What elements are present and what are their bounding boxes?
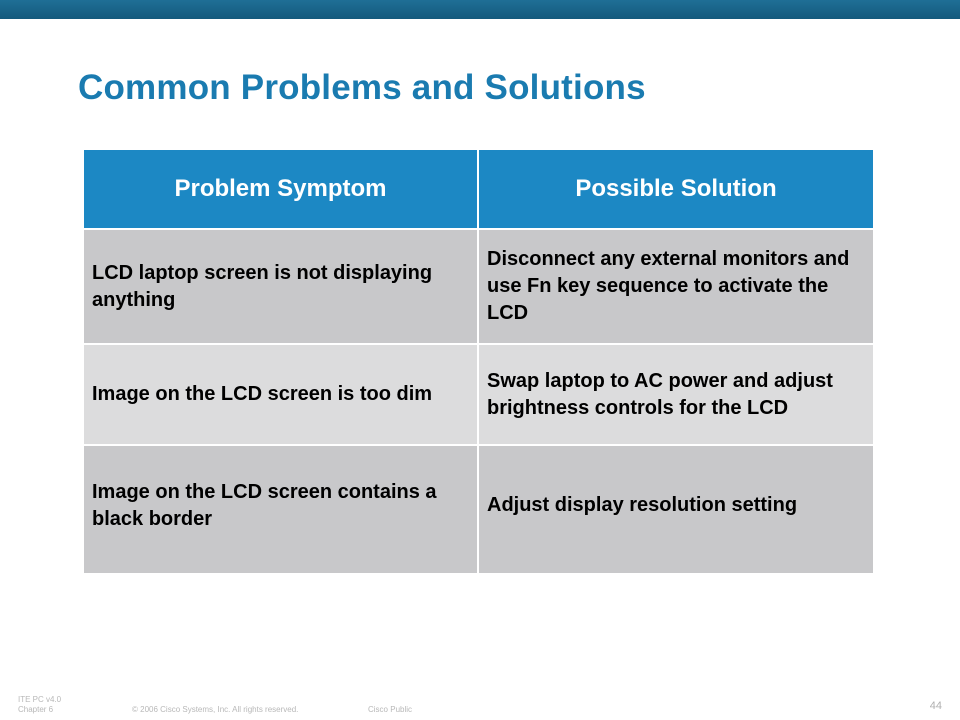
table-row (84, 229, 873, 344)
footer-chapter: Chapter 6 (18, 705, 54, 714)
footer-copyright: © 2006 Cisco Systems, Inc. All rights reserved. (132, 705, 299, 714)
footer-course: ITE PC v4.0 (18, 695, 62, 704)
footer-classification: Cisco Public (368, 705, 413, 714)
page-number: 44 (929, 700, 942, 712)
top-banner (0, 0, 960, 19)
solution-cell: Swap laptop to AC power and adjust brightness controls for the LCD (478, 344, 873, 445)
problems-solutions-table (84, 150, 873, 573)
header-problem-symptom: Problem Symptom (84, 150, 478, 229)
slide-title: Common Problems and Solutions (78, 68, 646, 107)
table-row (84, 445, 873, 573)
solution-cell: Disconnect any external monitors and use Fn key sequence to activate the LCD (478, 229, 873, 344)
table-row (84, 344, 873, 445)
problem-cell: Image on the LCD screen contains a black border (84, 445, 478, 573)
solution-cell: Adjust display resolution setting (478, 445, 873, 573)
header-possible-solution: Possible Solution (478, 150, 873, 229)
problem-cell: Image on the LCD screen is too dim (84, 344, 478, 445)
table-header-row (84, 150, 873, 229)
problem-cell: LCD laptop screen is not displaying anything (84, 229, 478, 344)
